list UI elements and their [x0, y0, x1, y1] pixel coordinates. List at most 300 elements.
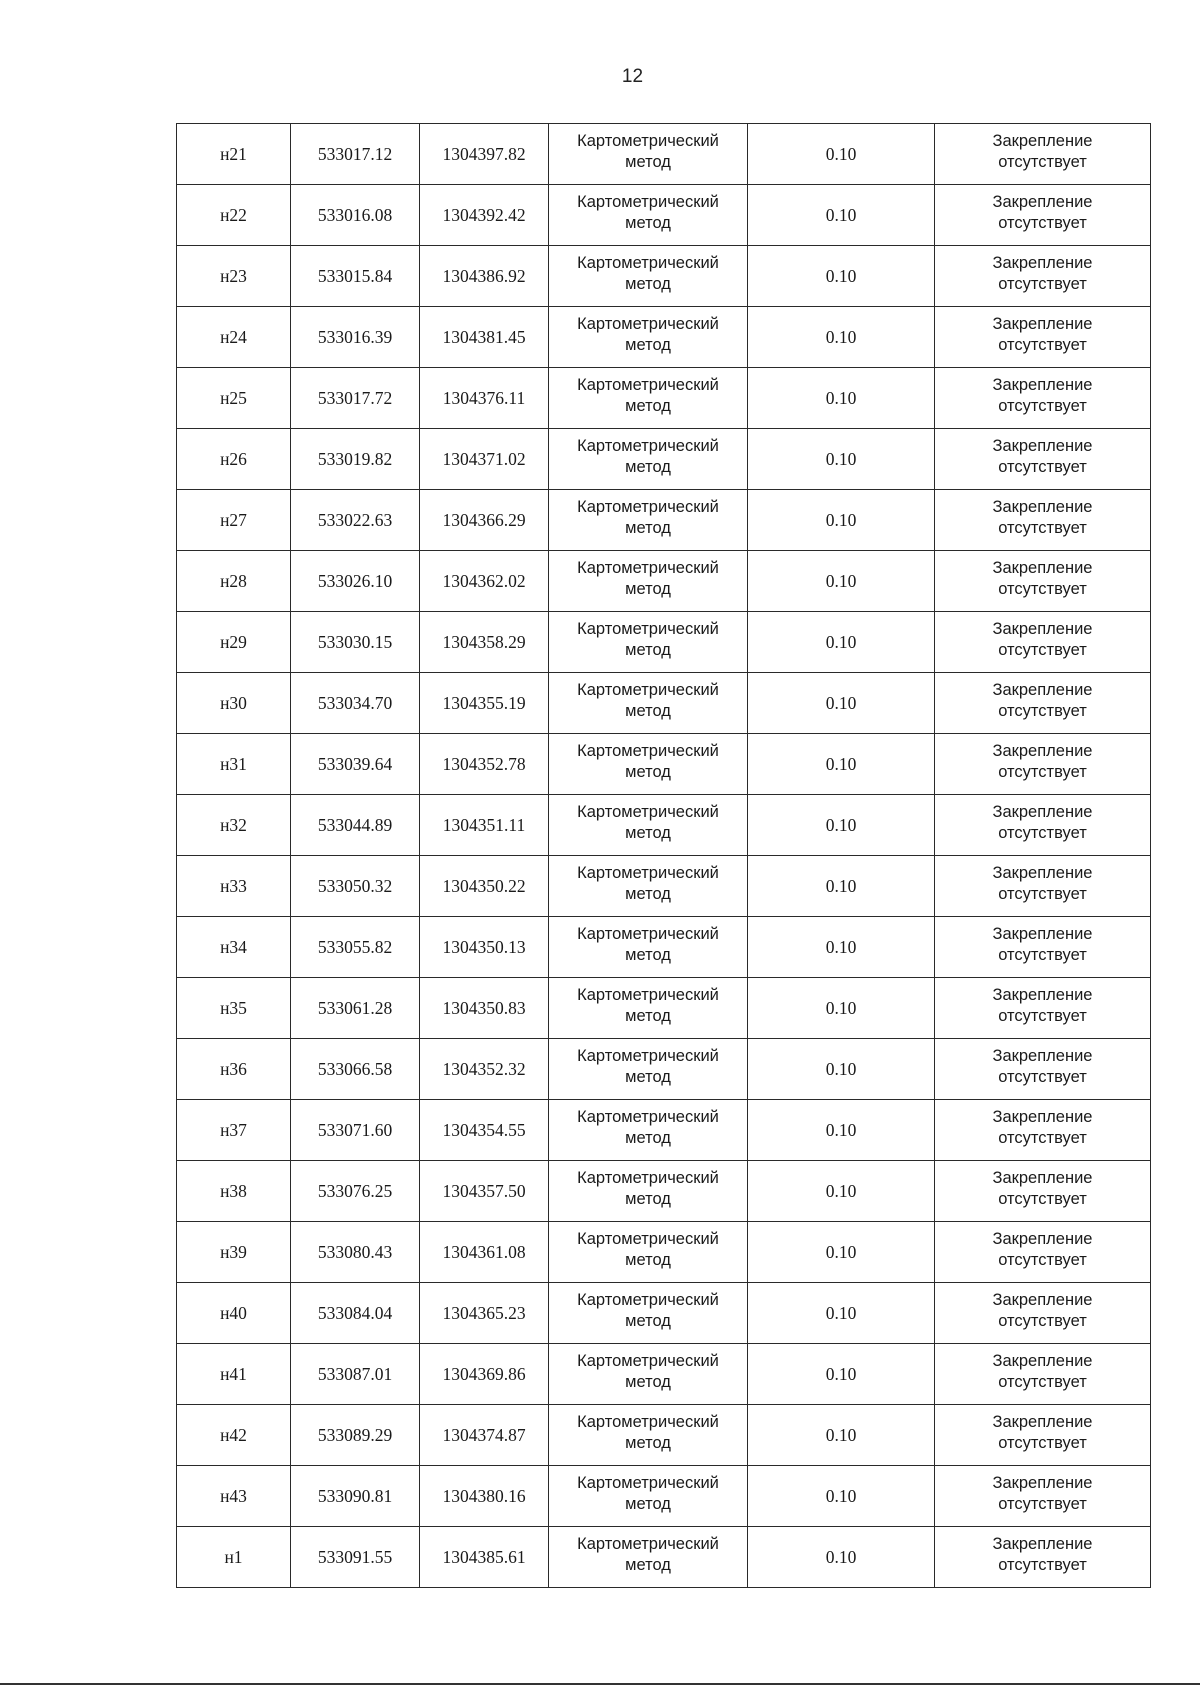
method-cell [549, 1527, 748, 1588]
method-cell [549, 490, 748, 551]
accuracy-cell [748, 612, 935, 673]
point-name-cell [177, 490, 291, 551]
y-coordinate-cell-text: 1304352.78 [442, 753, 526, 774]
fixation-cell-text: отсутствует [998, 1068, 1087, 1086]
method-cell [549, 1100, 748, 1161]
method-cell [549, 1466, 748, 1527]
x-coordinate-cell-text: 533084.04 [317, 1302, 393, 1323]
accuracy-cell [748, 551, 935, 612]
table-row [177, 185, 1151, 246]
method-cell-text: Картометрический [577, 193, 719, 211]
y-coordinate-cell-text: 1304350.22 [442, 875, 526, 896]
y-coordinate-cell [420, 1161, 549, 1222]
y-coordinate-cell-text: 1304350.13 [442, 936, 526, 957]
accuracy-cell-text: 0.10 [825, 326, 857, 347]
accuracy-cell [748, 429, 935, 490]
table-row [177, 429, 1151, 490]
x-coordinate-cell-text: 533030.15 [317, 631, 393, 652]
x-coordinate-cell-text: 533090.81 [317, 1485, 393, 1506]
method-cell [549, 978, 748, 1039]
y-coordinate-cell-text: 1304350.83 [442, 997, 526, 1018]
fixation-cell-text: отсутствует [998, 1190, 1087, 1208]
fixation-cell [935, 1283, 1151, 1344]
method-cell-text: Картометрический [577, 559, 719, 577]
x-coordinate-cell-text: 533022.63 [317, 509, 393, 530]
method-cell [549, 795, 748, 856]
accuracy-cell [748, 246, 935, 307]
x-coordinate-cell-text: 533019.82 [317, 448, 393, 469]
method-cell-text: метод [625, 641, 671, 659]
y-coordinate-cell-text: 1304355.19 [442, 692, 526, 713]
point-name-cell-text: н27 [220, 509, 247, 530]
point-name-cell-text: н32 [220, 814, 247, 835]
accuracy-cell [748, 1283, 935, 1344]
point-name-cell-text: н37 [220, 1119, 247, 1140]
x-coordinate-cell-text: 533055.82 [317, 936, 393, 957]
method-cell-text: метод [625, 336, 671, 354]
method-cell-text: Картометрический [577, 803, 719, 821]
accuracy-cell [748, 307, 935, 368]
point-name-cell-text: н29 [220, 631, 247, 652]
method-cell-text: метод [625, 1007, 671, 1025]
fixation-cell [935, 673, 1151, 734]
x-coordinate-cell [291, 795, 420, 856]
fixation-cell [935, 1344, 1151, 1405]
method-cell [549, 1344, 748, 1405]
accuracy-cell-text: 0.10 [825, 1241, 857, 1262]
y-coordinate-cell-text: 1304362.02 [442, 570, 526, 591]
fixation-cell [935, 429, 1151, 490]
y-coordinate-cell [420, 673, 549, 734]
y-coordinate-cell-text: 1304381.45 [442, 326, 526, 347]
point-name-cell [177, 1222, 291, 1283]
point-name-cell [177, 734, 291, 795]
point-name-cell [177, 1100, 291, 1161]
table-row [177, 978, 1151, 1039]
method-cell [549, 307, 748, 368]
accuracy-cell-text: 0.10 [825, 1119, 857, 1140]
table-row [177, 856, 1151, 917]
point-name-cell [177, 1527, 291, 1588]
accuracy-cell [748, 490, 935, 551]
accuracy-cell-text: 0.10 [825, 875, 857, 896]
point-name-cell-text: н39 [220, 1241, 247, 1262]
x-coordinate-cell [291, 978, 420, 1039]
accuracy-cell [748, 1222, 935, 1283]
point-name-cell [177, 429, 291, 490]
point-name-cell [177, 978, 291, 1039]
fixation-cell-text: отсутствует [998, 1312, 1087, 1330]
point-name-cell [177, 307, 291, 368]
point-name-cell-text: н1 [224, 1546, 243, 1567]
x-coordinate-cell [291, 673, 420, 734]
method-cell [549, 1405, 748, 1466]
accuracy-cell-text: 0.10 [825, 1546, 857, 1567]
x-coordinate-cell [291, 1222, 420, 1283]
accuracy-cell [748, 1405, 935, 1466]
method-cell-text: метод [625, 214, 671, 232]
fixation-cell-text: Закрепление [992, 803, 1093, 821]
page-number: 12 [621, 66, 644, 87]
method-cell [549, 246, 748, 307]
method-cell-text: метод [625, 763, 671, 781]
accuracy-cell [748, 1527, 935, 1588]
accuracy-cell-text: 0.10 [825, 814, 857, 835]
table-row [177, 1222, 1151, 1283]
accuracy-cell-text: 0.10 [825, 1180, 857, 1201]
point-name-cell [177, 795, 291, 856]
fixation-cell-text: Закрепление [992, 1108, 1093, 1126]
x-coordinate-cell [291, 429, 420, 490]
point-name-cell-text: н24 [220, 326, 247, 347]
fixation-cell-text: отсутствует [998, 1495, 1087, 1513]
y-coordinate-cell [420, 1039, 549, 1100]
x-coordinate-cell [291, 246, 420, 307]
fixation-cell-text: отсутствует [998, 824, 1087, 842]
y-coordinate-cell [420, 246, 549, 307]
fixation-cell [935, 612, 1151, 673]
x-coordinate-cell [291, 734, 420, 795]
x-coordinate-cell [291, 1283, 420, 1344]
accuracy-cell [748, 1344, 935, 1405]
x-coordinate-cell-text: 533061.28 [317, 997, 393, 1018]
fixation-cell-text: Закрепление [992, 1169, 1093, 1187]
accuracy-cell [748, 1161, 935, 1222]
accuracy-cell-text: 0.10 [825, 631, 857, 652]
point-name-cell-text: н26 [220, 448, 247, 469]
y-coordinate-cell [420, 1466, 549, 1527]
fixation-cell-text: Закрепление [992, 742, 1093, 760]
fixation-cell-text: Закрепление [992, 1474, 1093, 1492]
table-row [177, 551, 1151, 612]
point-name-cell-text: н31 [220, 753, 247, 774]
accuracy-cell-text: 0.10 [825, 265, 857, 286]
point-name-cell-text: н35 [220, 997, 247, 1018]
fixation-cell-text: отсутствует [998, 458, 1087, 476]
method-cell-text: Картометрический [577, 742, 719, 760]
y-coordinate-cell [420, 856, 549, 917]
method-cell-text: Картометрический [577, 864, 719, 882]
accuracy-cell [748, 185, 935, 246]
method-cell-text: Картометрический [577, 620, 719, 638]
x-coordinate-cell [291, 917, 420, 978]
x-coordinate-cell-text: 533017.72 [317, 387, 393, 408]
fixation-cell [935, 1405, 1151, 1466]
fixation-cell-text: Закрепление [992, 376, 1093, 394]
method-cell-text: Картометрический [577, 1047, 719, 1065]
fixation-cell-text: отсутствует [998, 1251, 1087, 1269]
accuracy-cell-text: 0.10 [825, 570, 857, 591]
point-name-cell [177, 612, 291, 673]
table-row [177, 734, 1151, 795]
accuracy-cell [748, 673, 935, 734]
point-name-cell-text: н33 [220, 875, 247, 896]
fixation-cell-text: Закрепление [992, 864, 1093, 882]
x-coordinate-cell-text: 533050.32 [317, 875, 393, 896]
fixation-cell-text: Закрепление [992, 1230, 1093, 1248]
accuracy-cell-text: 0.10 [825, 753, 857, 774]
y-coordinate-cell [420, 124, 549, 185]
x-coordinate-cell [291, 124, 420, 185]
method-cell [549, 734, 748, 795]
y-coordinate-cell-text: 1304385.61 [442, 1546, 526, 1567]
point-name-cell-text: н22 [220, 204, 247, 225]
fixation-cell-text: отсутствует [998, 763, 1087, 781]
y-coordinate-cell [420, 734, 549, 795]
table-row [177, 917, 1151, 978]
method-cell-text: метод [625, 153, 671, 171]
method-cell [549, 1039, 748, 1100]
point-name-cell [177, 1039, 291, 1100]
method-cell [549, 856, 748, 917]
method-cell-text: метод [625, 275, 671, 293]
fixation-cell [935, 917, 1151, 978]
x-coordinate-cell [291, 1466, 420, 1527]
x-coordinate-cell [291, 612, 420, 673]
y-coordinate-cell-text: 1304376.11 [442, 387, 526, 408]
fixation-cell-text: Закрепление [992, 254, 1093, 272]
accuracy-cell [748, 917, 935, 978]
y-coordinate-cell [420, 429, 549, 490]
fixation-cell [935, 1222, 1151, 1283]
table-row [177, 1466, 1151, 1527]
x-coordinate-cell-text: 533044.89 [317, 814, 393, 835]
accuracy-cell-text: 0.10 [825, 143, 857, 164]
table-row [177, 368, 1151, 429]
y-coordinate-cell [420, 795, 549, 856]
accuracy-cell-text: 0.10 [825, 387, 857, 408]
x-coordinate-cell [291, 1344, 420, 1405]
fixation-cell-text: Закрепление [992, 1047, 1093, 1065]
method-cell-text: Картометрический [577, 1474, 719, 1492]
x-coordinate-cell-text: 533089.29 [317, 1424, 393, 1445]
fixation-cell-text: Закрепление [992, 132, 1093, 150]
x-coordinate-cell-text: 533066.58 [317, 1058, 393, 1079]
method-cell-text: метод [625, 519, 671, 537]
y-coordinate-cell-text: 1304397.82 [442, 143, 526, 164]
method-cell-text: метод [625, 1129, 671, 1147]
fixation-cell-text: отсутствует [998, 397, 1087, 415]
point-name-cell-text: н43 [220, 1485, 247, 1506]
accuracy-cell-text: 0.10 [825, 448, 857, 469]
x-coordinate-cell [291, 490, 420, 551]
table-row [177, 246, 1151, 307]
x-coordinate-cell [291, 307, 420, 368]
point-name-cell [177, 856, 291, 917]
x-coordinate-cell [291, 1527, 420, 1588]
x-coordinate-cell-text: 533016.39 [317, 326, 393, 347]
accuracy-cell-text: 0.10 [825, 204, 857, 225]
fixation-cell-text: отсутствует [998, 275, 1087, 293]
accuracy-cell-text: 0.10 [825, 509, 857, 530]
x-coordinate-cell [291, 856, 420, 917]
y-coordinate-cell-text: 1304374.87 [442, 1424, 526, 1445]
fixation-cell [935, 124, 1151, 185]
accuracy-cell-text: 0.10 [825, 692, 857, 713]
fixation-cell-text: отсутствует [998, 702, 1087, 720]
table-row [177, 1039, 1151, 1100]
table-row [177, 673, 1151, 734]
fixation-cell [935, 795, 1151, 856]
fixation-cell-text: Закрепление [992, 925, 1093, 943]
fixation-cell [935, 551, 1151, 612]
accuracy-cell [748, 1100, 935, 1161]
fixation-cell-text: Закрепление [992, 1291, 1093, 1309]
fixation-cell-text: Закрепление [992, 437, 1093, 455]
method-cell [549, 1283, 748, 1344]
point-name-cell-text: н30 [220, 692, 247, 713]
method-cell-text: Картометрический [577, 315, 719, 333]
method-cell [549, 917, 748, 978]
table-row [177, 1405, 1151, 1466]
x-coordinate-cell [291, 185, 420, 246]
x-coordinate-cell [291, 551, 420, 612]
method-cell-text: Картометрический [577, 925, 719, 943]
accuracy-cell [748, 1039, 935, 1100]
table-row [177, 1161, 1151, 1222]
bottom-scan-edge [0, 1683, 1200, 1685]
fixation-cell [935, 490, 1151, 551]
y-coordinate-cell-text: 1304366.29 [442, 509, 526, 530]
fixation-cell-text: отсутствует [998, 580, 1087, 598]
y-coordinate-cell [420, 917, 549, 978]
method-cell-text: метод [625, 1251, 671, 1269]
point-name-cell-text: н40 [220, 1302, 247, 1323]
method-cell [549, 429, 748, 490]
accuracy-cell-text: 0.10 [825, 1485, 857, 1506]
accuracy-cell [748, 124, 935, 185]
point-name-cell [177, 246, 291, 307]
accuracy-cell-text: 0.10 [825, 997, 857, 1018]
table-row [177, 795, 1151, 856]
point-name-cell-text: н21 [220, 143, 247, 164]
fixation-cell-text: Закрепление [992, 193, 1093, 211]
fixation-cell-text: отсутствует [998, 153, 1087, 171]
x-coordinate-cell-text: 533091.55 [317, 1546, 393, 1567]
x-coordinate-cell-text: 533080.43 [317, 1241, 393, 1262]
x-coordinate-cell-text: 533076.25 [317, 1180, 393, 1201]
x-coordinate-cell-text: 533017.12 [317, 143, 393, 164]
y-coordinate-cell-text: 1304357.50 [442, 1180, 526, 1201]
method-cell-text: Картометрический [577, 1169, 719, 1187]
x-coordinate-cell-text: 533034.70 [317, 692, 393, 713]
method-cell-text: Картометрический [577, 1535, 719, 1553]
fixation-cell-text: отсутствует [998, 336, 1087, 354]
fixation-cell [935, 1466, 1151, 1527]
accuracy-cell-text: 0.10 [825, 936, 857, 957]
fixation-cell [935, 368, 1151, 429]
y-coordinate-cell-text: 1304371.02 [442, 448, 526, 469]
point-name-cell [177, 368, 291, 429]
y-coordinate-cell-text: 1304392.42 [442, 204, 526, 225]
x-coordinate-cell-text: 533071.60 [317, 1119, 393, 1140]
fixation-cell-text: отсутствует [998, 1007, 1087, 1025]
method-cell-text: метод [625, 1312, 671, 1330]
y-coordinate-cell [420, 551, 549, 612]
y-coordinate-cell-text: 1304365.23 [442, 1302, 526, 1323]
table-row [177, 1527, 1151, 1588]
fixation-cell-text: отсутствует [998, 1434, 1087, 1452]
fixation-cell [935, 856, 1151, 917]
method-cell-text: метод [625, 885, 671, 903]
fixation-cell-text: Закрепление [992, 559, 1093, 577]
method-cell-text: метод [625, 824, 671, 842]
accuracy-cell [748, 978, 935, 1039]
method-cell-text: Картометрический [577, 132, 719, 150]
y-coordinate-cell [420, 185, 549, 246]
point-name-cell-text: н25 [220, 387, 247, 408]
point-name-cell [177, 917, 291, 978]
y-coordinate-cell-text: 1304386.92 [442, 265, 526, 286]
accuracy-cell-text: 0.10 [825, 1424, 857, 1445]
fixation-cell [935, 734, 1151, 795]
x-coordinate-cell-text: 533087.01 [317, 1363, 393, 1384]
accuracy-cell-text: 0.10 [825, 1363, 857, 1384]
accuracy-cell [748, 856, 935, 917]
method-cell [549, 1222, 748, 1283]
fixation-cell [935, 307, 1151, 368]
table-row [177, 1100, 1151, 1161]
x-coordinate-cell-text: 533039.64 [317, 753, 393, 774]
method-cell [549, 185, 748, 246]
method-cell-text: Картометрический [577, 1108, 719, 1126]
method-cell-text: Картометрический [577, 1352, 719, 1370]
point-name-cell-text: н36 [220, 1058, 247, 1079]
point-name-cell-text: н28 [220, 570, 247, 591]
point-name-cell [177, 1466, 291, 1527]
y-coordinate-cell-text: 1304361.08 [442, 1241, 526, 1262]
point-name-cell-text: н42 [220, 1424, 247, 1445]
x-coordinate-cell-text: 533016.08 [317, 204, 393, 225]
method-cell [549, 551, 748, 612]
method-cell-text: метод [625, 397, 671, 415]
fixation-cell-text: отсутствует [998, 946, 1087, 964]
method-cell-text: Картометрический [577, 498, 719, 516]
fixation-cell-text: Закрепление [992, 681, 1093, 699]
fixation-cell-text: отсутствует [998, 519, 1087, 537]
table-row [177, 612, 1151, 673]
method-cell [549, 673, 748, 734]
method-cell-text: метод [625, 458, 671, 476]
point-name-cell-text: н41 [220, 1363, 247, 1384]
point-name-cell-text: н23 [220, 265, 247, 286]
method-cell-text: Картометрический [577, 437, 719, 455]
x-coordinate-cell [291, 1161, 420, 1222]
fixation-cell-text: отсутствует [998, 885, 1087, 903]
y-coordinate-cell-text: 1304369.86 [442, 1363, 526, 1384]
point-name-cell [177, 185, 291, 246]
point-name-cell [177, 673, 291, 734]
point-name-cell [177, 551, 291, 612]
y-coordinate-cell-text: 1304352.32 [442, 1058, 526, 1079]
fixation-cell [935, 1161, 1151, 1222]
point-name-cell-text: н34 [220, 936, 247, 957]
method-cell-text: метод [625, 580, 671, 598]
method-cell-text: метод [625, 1373, 671, 1391]
fixation-cell-text: отсутствует [998, 1373, 1087, 1391]
x-coordinate-cell [291, 1405, 420, 1466]
accuracy-cell-text: 0.10 [825, 1058, 857, 1079]
point-name-cell-text: н38 [220, 1180, 247, 1201]
method-cell-text: метод [625, 946, 671, 964]
method-cell-text: метод [625, 1068, 671, 1086]
method-cell [549, 368, 748, 429]
fixation-cell [935, 1100, 1151, 1161]
table-row [177, 1344, 1151, 1405]
y-coordinate-cell [420, 1100, 549, 1161]
y-coordinate-cell [420, 612, 549, 673]
y-coordinate-cell [420, 1344, 549, 1405]
